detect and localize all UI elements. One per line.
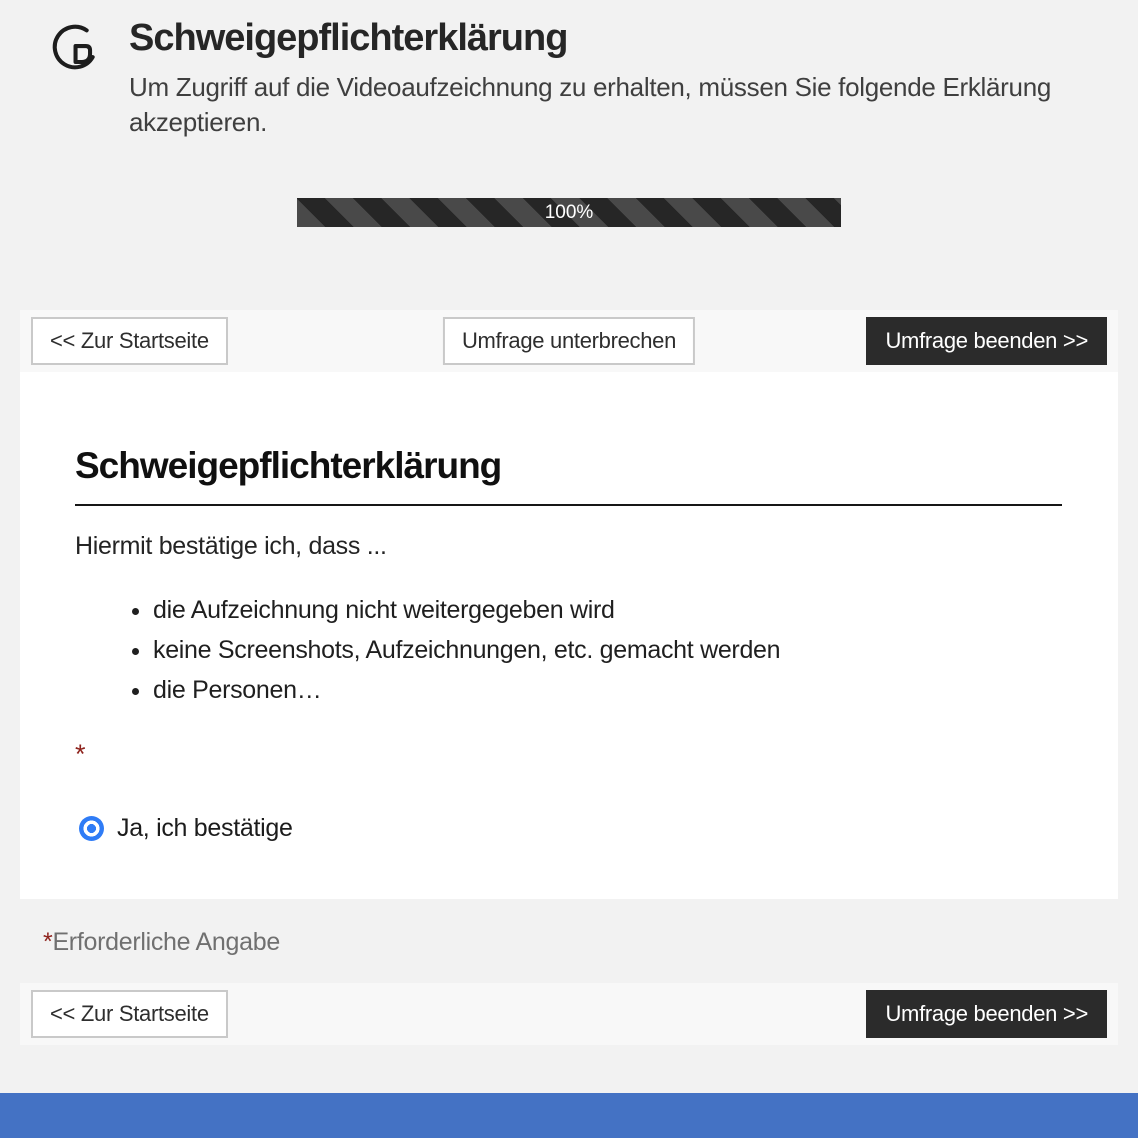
confirmation-list	[75, 590, 1062, 710]
g-logo-icon	[48, 18, 106, 76]
required-footnote-text: Erforderliche Angabe	[52, 928, 280, 956]
required-footnote	[43, 925, 1138, 959]
radio-option-ja[interactable]	[79, 814, 1062, 843]
question-intro: Hiermit bestätige ich, dass ...	[75, 532, 387, 560]
nav-row-bottom	[20, 983, 1118, 1045]
submit-survey-button-bottom[interactable]: Umfrage beenden >>	[866, 990, 1107, 1038]
pause-survey-button[interactable]: Umfrage unterbrechen	[443, 317, 695, 365]
header-text	[129, 14, 1087, 140]
question-card	[20, 372, 1118, 899]
progress-percentage: 100%	[544, 201, 594, 223]
question-title: Schweigepflichterklärung	[75, 445, 502, 486]
list-item: • die Personen…	[153, 670, 1062, 710]
progress-bar	[297, 198, 841, 227]
survey-subtitle: Um Zugriff auf die Videoaufzeichnung zu erhalten, müssen Sie folgende Erklärung akzeptieren.	[129, 72, 1052, 137]
survey-title: Schweigepflichterklärung	[129, 17, 568, 59]
home-button-bottom[interactable]: << Zur Startseite	[31, 990, 228, 1038]
radio-selected-icon	[79, 816, 104, 841]
nav-row-top	[20, 310, 1118, 372]
list-item: • die Aufzeichnung nicht weitergegeben wird	[153, 590, 1062, 630]
title-divider	[75, 504, 1062, 506]
list-item: • keine Screenshots, Aufzeichnungen, etc. gemacht werden	[153, 630, 1062, 670]
required-footnote-marker: *	[43, 928, 53, 956]
submit-survey-button-top[interactable]: Umfrage beenden >>	[866, 317, 1107, 365]
footer-bar	[0, 1093, 1138, 1138]
survey-header	[0, 0, 1138, 140]
required-marker: *	[75, 739, 86, 769]
radio-option-label: Ja, ich bestätige	[117, 814, 293, 842]
home-button-top[interactable]: << Zur Startseite	[31, 317, 228, 365]
